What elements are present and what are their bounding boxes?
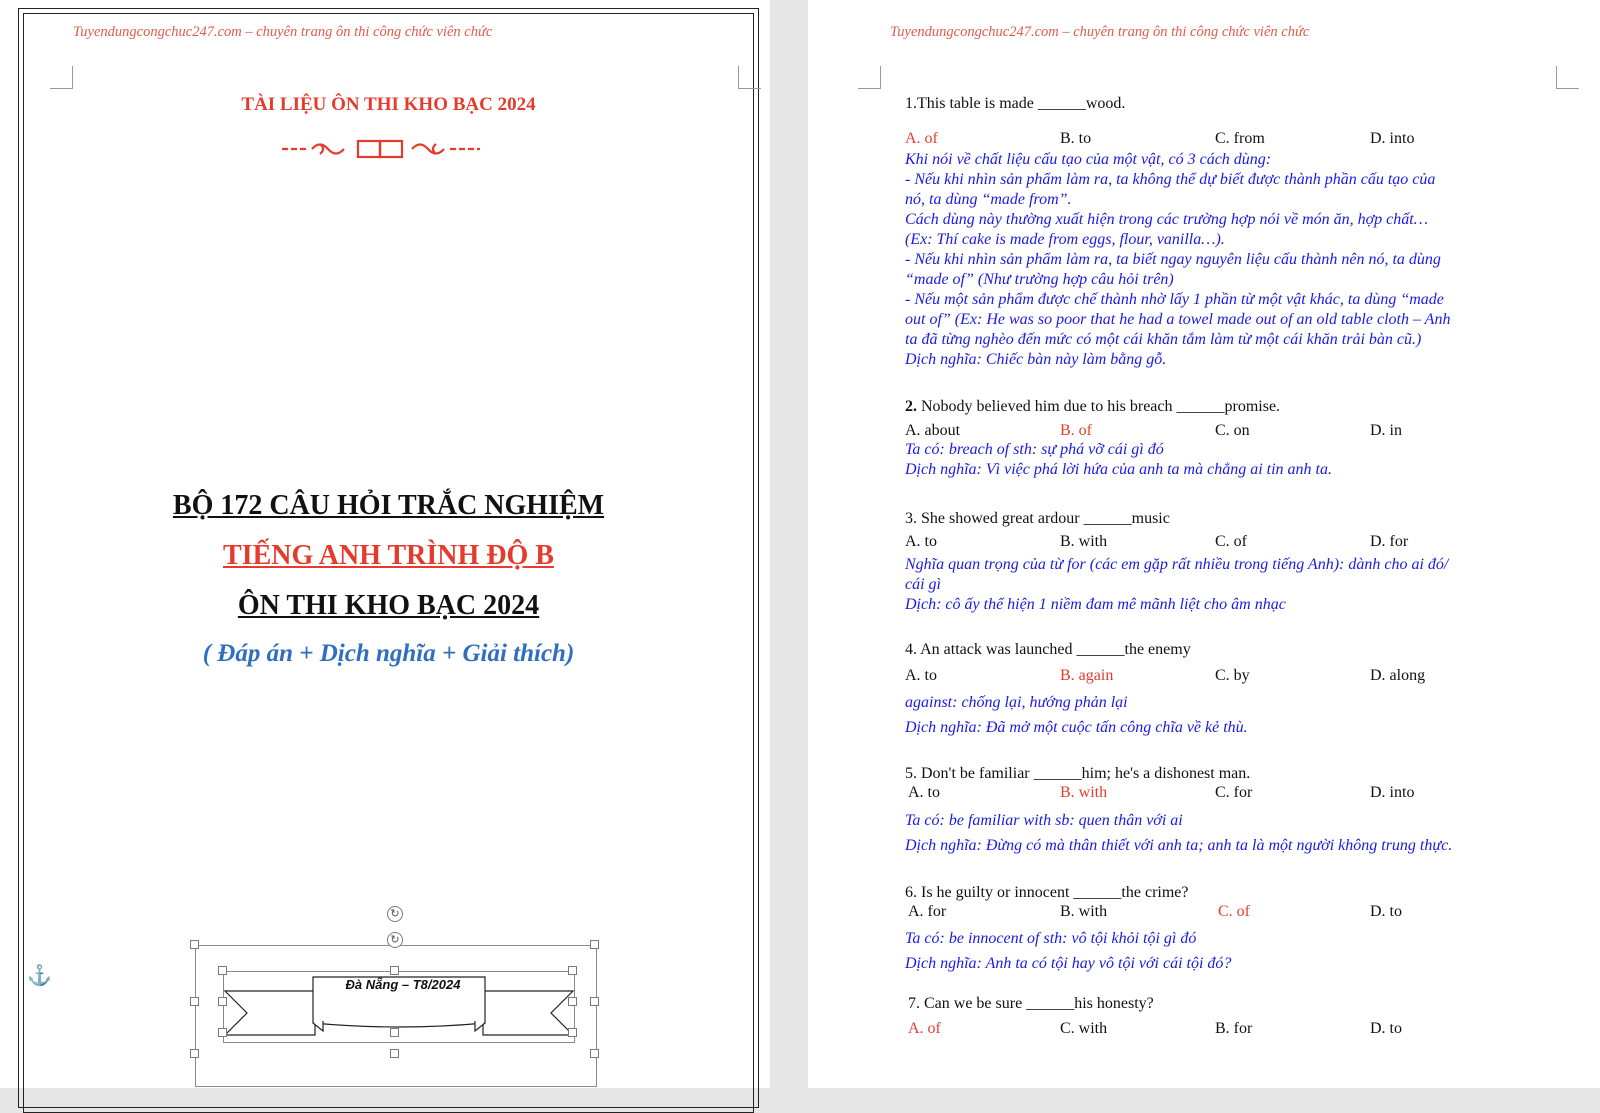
option-7b: B. for [1215, 1020, 1253, 1037]
option-4a: A. to [905, 667, 937, 684]
option-3a: A. to [905, 533, 937, 550]
cover-subtitle: ( Đáp án + Dịch nghĩa + Giải thích) [202, 640, 575, 667]
option-5b: B. with [1060, 784, 1108, 801]
rotate-handle-icon[interactable]: ↻ [387, 932, 403, 948]
option-2d: D. in [1370, 422, 1402, 439]
option-7d: D. to [1370, 1020, 1402, 1037]
page-header: Tuyendungcongchuc247.com – chuyên trang ôn thi công chức viên chức [890, 24, 1310, 40]
question-3: 3. She showed great ardour ______music [905, 510, 1170, 527]
resize-handle[interactable] [568, 997, 577, 1006]
resize-handle[interactable] [590, 1049, 599, 1058]
resize-handle[interactable] [390, 1028, 399, 1037]
resize-handle[interactable] [218, 966, 227, 975]
option-3b: B. with [1060, 533, 1108, 550]
option-1c: C. from [1215, 130, 1265, 147]
option-7c: C. with [1060, 1020, 1108, 1037]
question-1: 1.This table is made ______wood. [905, 95, 1126, 112]
resize-handle[interactable] [568, 966, 577, 975]
option-3c: C. of [1215, 533, 1247, 550]
banner-shape[interactable] [195, 945, 605, 1080]
resize-handle[interactable] [190, 997, 199, 1006]
explanation-2: Ta có: breach of sth: sự phá vỡ cái gì đó Dịch nghĩa: Vì việc phá lời hứa của anh ta mà chẳng ai tin anh ta. [905, 441, 1332, 478]
option-6c: C. of [1218, 903, 1250, 920]
page-header: Tuyendungcongchuc247.com – chuyên trang ôn thi công chức viên chức [73, 24, 493, 40]
explanation-6: Ta có: be innocent of sth: vô tội khỏi tội gì đó Dịch nghĩa: Anh ta có tội hay vô tội với cái tội đó? [905, 930, 1232, 972]
cover-title-line3: ÔN THI KHO BẠC 2024 [237, 590, 540, 621]
question-4: 4. An attack was launched ______the enemy [905, 641, 1191, 658]
resize-handle[interactable] [590, 997, 599, 1006]
cover-title-line2: TIẾNG ANH TRÌNH ĐỘ B [223, 540, 554, 571]
question-2: 2. Nobody believed him due to his breach ______promise. [905, 398, 1281, 415]
explanation-3: Nghĩa quan trọng của từ for (các em gặp rất nhiều trong tiếng Anh): dành cho ai đó/ cái gì Dịch: cô ấy thể hiện 1 niềm đam mê mãnh liệt cho âm nhạc [905, 556, 1449, 613]
explanation-5: Ta có: be familiar with sb: quen thân với ai Dịch nghĩa: Đừng có mà thân thiết với anh ta; anh ta là một người không trung thực. [905, 812, 1453, 854]
option-4d: D. along [1370, 667, 1426, 684]
option-5d: D. into [1370, 784, 1415, 801]
option-2a: A. about [905, 422, 961, 439]
resize-handle[interactable] [190, 940, 199, 949]
cover-page [0, 0, 770, 1088]
resize-handle[interactable] [590, 940, 599, 949]
resize-handle[interactable] [390, 1049, 399, 1058]
crop-mark [858, 66, 881, 89]
question-6: 6. Is he guilty or innocent ______the crime? [905, 884, 1189, 901]
decorative-book-ornament-icon [280, 138, 490, 160]
option-4b: B. again [1060, 667, 1114, 684]
resize-handle[interactable] [390, 966, 399, 975]
option-5a: A. to [908, 784, 940, 801]
option-1d: D. into [1370, 130, 1415, 147]
resize-handle[interactable] [218, 1028, 227, 1037]
option-2b: B. of [1060, 422, 1092, 439]
explanation-4: against: chống lại, hướng phản lại Dịch nghĩa: Đã mở một cuộc tấn công chĩa về kẻ thù. [905, 694, 1248, 736]
cover-top-title: TÀI LIỆU ÔN THI KHO BẠC 2024 [241, 94, 536, 115]
option-6b: B. with [1060, 903, 1108, 920]
explanation-1: Khi nói về chất liệu cấu tạo của một vật, có 3 cách dùng: - Nếu khi nhìn sản phẩm làm ra, ta không thể dự biết được thành phần cấu tạo của nó, ta dùng “made from”. Cách dùng này thường xuất hiện trong các trường hợp nói về món ăn, hợp chất… (Ex: Thí cake is made from eggs, flour, vanilla…). - Nếu khi nhìn sản phẩm làm ra, ta biết ngay nguyên liệu cấu thành nên nó, ta dùng “made of” (Như trường hợp câu hỏi trên) - Nếu một sản phẩm được chế thành nhờ lấy 1 phần từ một vật khác, ta dùng “made out of” (Ex: He was so poor that he had a towel made out of an old table cloth – Anh ta đã từng nghèo đến mức có một cái khăn tắm làm từ một cái khăn trải bàn cũ.) Dịch nghĩa: Chiếc bàn này làm bằng gỗ. [905, 151, 1451, 368]
option-5c: C. for [1215, 784, 1253, 801]
crop-mark [1556, 66, 1579, 89]
option-6d: D. to [1370, 903, 1402, 920]
resize-handle[interactable] [568, 1028, 577, 1037]
option-3d: D. for [1370, 533, 1409, 550]
question-7: 7. Can we be sure ______his honesty? [908, 995, 1154, 1012]
crop-mark [738, 66, 761, 89]
question-5: 5. Don't be familiar ______him; he's a dishonest man. [905, 765, 1251, 782]
anchor-icon: ⚓ [27, 965, 52, 987]
cover-title-line1: BỘ 172 CÂU HỎI TRẮC NGHIỆM [172, 490, 605, 521]
option-2c: C. on [1215, 422, 1250, 439]
option-4c: C. by [1215, 667, 1250, 684]
option-7a: A. of [908, 1020, 941, 1037]
rotate-handle-icon[interactable]: ↻ [387, 906, 403, 922]
resize-handle[interactable] [218, 997, 227, 1006]
option-1a: A. of [905, 130, 938, 147]
resize-handle[interactable] [190, 1049, 199, 1058]
option-6a: A. for [908, 903, 947, 920]
option-1b: B. to [1060, 130, 1092, 147]
crop-mark [50, 66, 73, 89]
banner-text: Đà Nẵng – T8/2024 [345, 977, 461, 992]
